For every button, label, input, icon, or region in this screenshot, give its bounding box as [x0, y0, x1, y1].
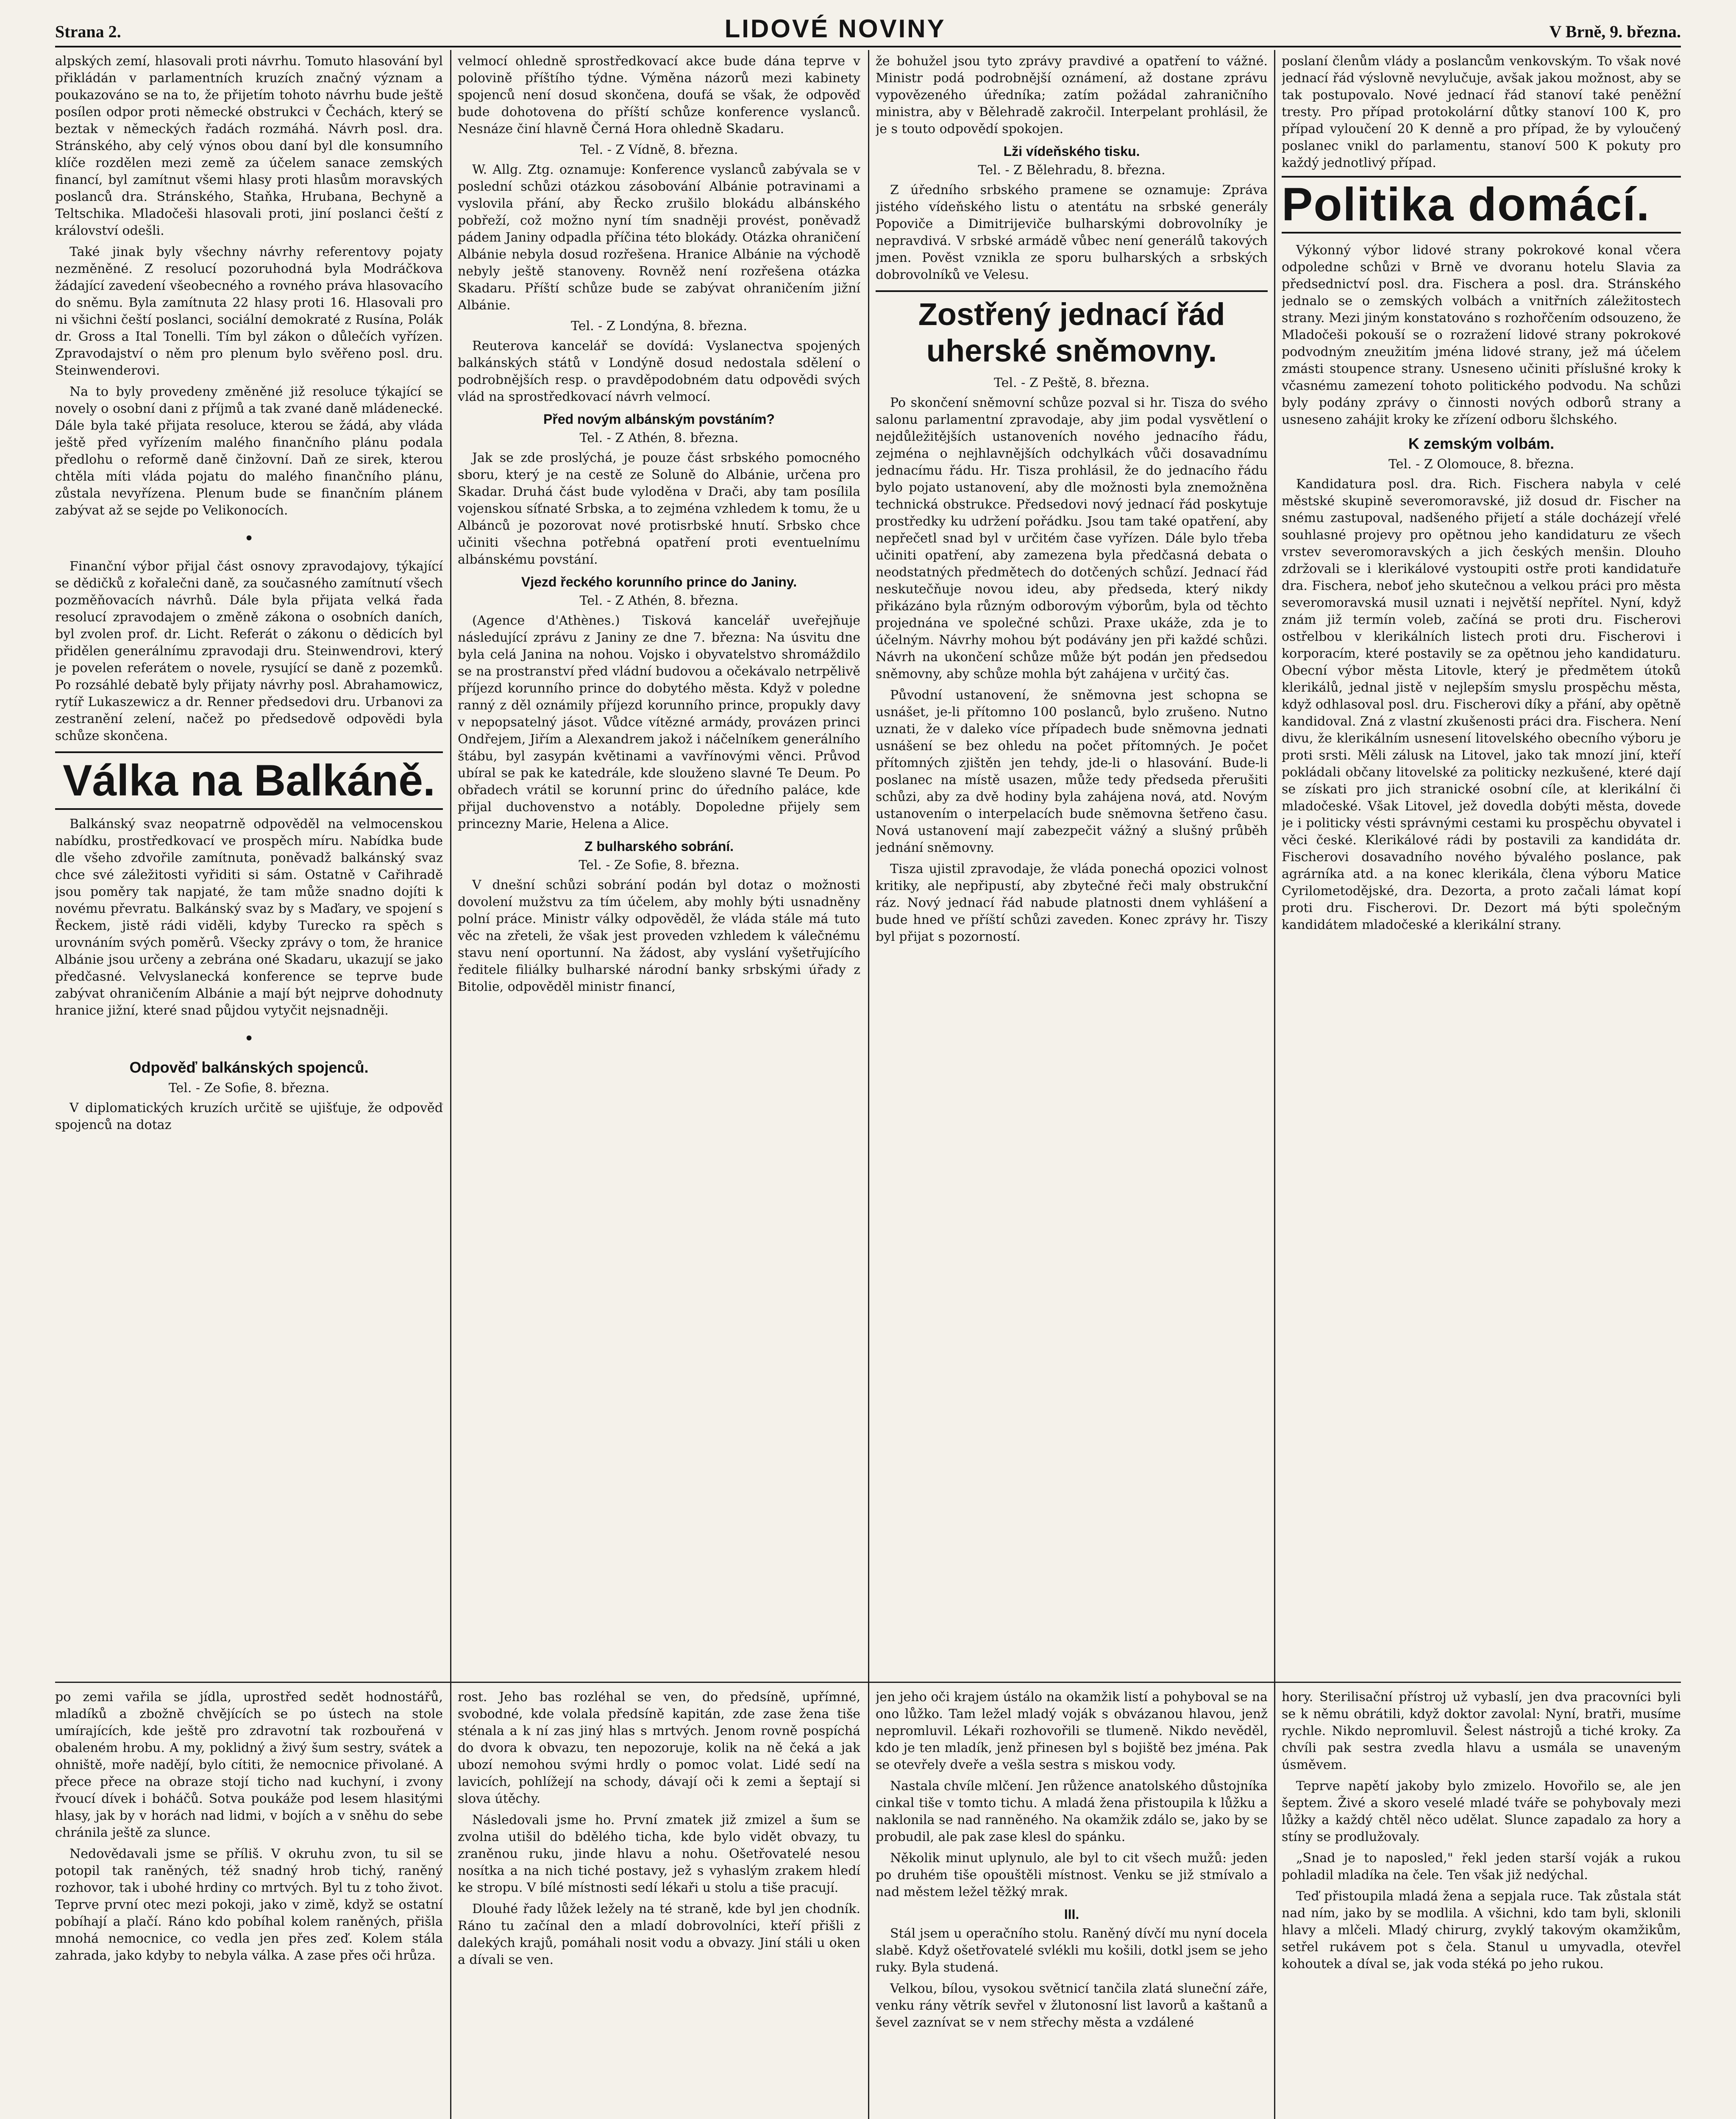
article-paragraph: alpských zemí, hlasovali proti návrhu. Tomuto hlasování byl přikládán v parlamentních kruzích značný význam a poukazováno se na to, že přijetím tohoto návrhu bude ještě posílen odpor proti německé obstrukci v Čechách, který se beztak v německých řadách rozmáhá. Návrh posl. dra. Stránského, aby celý výnos obou daní byl dle konsumního klíče rozdělen mezi země za účelem sanace zemských financí, byl zamítnut všemi hlasy proti hlasům moravských poslanců dra. Stránského, Staňka, Hrubana, Bechyně a Teltschika. Mladočeši hlasovali proti, jiní poslanci čeští z království odešli.	[55, 54, 443, 238]
dateline: Tel. - Z Athén, 8. března.	[579, 593, 739, 608]
section-heading-politika: Politika domácí.	[1282, 176, 1681, 234]
page-number: Strana 2.	[55, 22, 121, 41]
dateline: Tel. - Ze Sofie, 8. března.	[168, 1081, 330, 1096]
dateline: Tel. - Z Olomouce, 8. března.	[1388, 457, 1574, 472]
masthead	[55, 8, 1681, 47]
column-rule	[1274, 50, 1275, 2119]
article-paragraph: W. Allg. Ztg. oznamuje: Konference vyslanců zabývala se v poslední schůzi otázkou zásobování Albánie potravinami a vyslovila přání, aby Řecko zrušilo blokádu albánského pobřeží, což možno nyní tím snadněji provést, poněvadž pádem Janiny odpadla příčina této blokády. Otázka ohraničení Albánie nebyla dosud rozřešena. Hranice Albánie na východě nebyly ještě stanoveny. Rovněž není rozřešena otázka Skadaru. Příští schůze bude se zabývat ohraničením jižní Albánie.	[458, 162, 860, 313]
article-heading: Vjezd řeckého korunního prince do Janiny.	[521, 574, 797, 590]
feuilleton-paragraph: „Snad je to naposled," řekl jeden starší voják a rukou pohladil mladíka na čele. Ten však již nedýchal.	[1282, 1851, 1681, 1883]
article-paragraph: Z úředního srbského pramene se oznamuje: Zpráva jistého vídeňského listu o atentátu na srbské generály Popoviče a Dimitrijeviče bulharskými dobrovolníky je nepravdivá. V srbské armádě vůbec není generálů takových jmen. Pověst vznikla ze sporu bulharských a srbských dobrovolníků ve Velesu.	[876, 183, 1268, 282]
section-rule	[55, 1682, 1681, 1683]
dateline: Tel. - Z Athén, 8. března.	[579, 431, 739, 445]
feuilleton-paragraph: jen jeho oči krajem ústálo na okamžik listí a pohyboval se na ono lůžko. Tam ležel mladý voják s obvázanou hlavou, jenž nepromluvil. Lékaři rozhovořili se tlumeně. Nikdo nevěděl, kdo je ten mladík, jenž přinesen byl s bojiště bez jména. Pak se otevřely dveře a vešla sestra s miskou vody.	[876, 1690, 1268, 1772]
section-heading-balkan: Válka na Balkáně.	[55, 751, 443, 810]
feuilleton-column-1	[55, 1689, 443, 2119]
feuilleton-paragraph: Velkou, bílou, vysokou světnicí tančila zlatá sluneční záře, venku rány větrík sevřel v žlutonosní list lavorů a kaštanů a ševel zaznívat se v nem střechy města a vzdálené	[876, 1981, 1268, 2030]
article-paragraph: Jak se zde proslýchá, je pouze část srbského pomocného sboru, který je na cestě ze Soluně do Albánie, určena pro Skadar. Druhá část bude vyloděna v Drači, aby tam posílila vojenskou síťnaté Srbska, a to zejména vzhledem k tomu, že u Albánců je pozorovat nové protisrbské hnutí. Srbsko chce učiniti všechna potřebná opatření proti eventuelnímu albánskému povstání.	[458, 450, 860, 567]
article-paragraph: velmocí ohledně sprostředkovací akce bude dána teprve v polovině příštího týdne. Výměna názorů mezi kabinety spojenců není dosud skončena, doufá se však, že odpověď bude dohotovena do příští schůze konference vyslanců. Nesnáze činí hlavně Černá Hora ohledně Skadaru.	[458, 54, 860, 136]
article-heading-large: Zostřený jednací řád uherské sněmovny.	[876, 290, 1268, 369]
feuilleton-column-4	[1282, 1689, 1681, 2119]
article-paragraph: Původní ustanovení, že sněmovna jest schopna se usnášet, je-li přítomno 100 poslanců, bylo zrušeno. Nutno uznati, že v daleko více případech bude sněmovna jednati usnášení se bez ohledu na počet přítomných. Je počet přítomných zjištěn jen tehdy, jde-li o hlasování. Bude-li poslanec na místě usazen, může tedy předseda přerušiti schůzi, aby za dvě hodiny byla zahájena nová, atd. Novým ustanovením o interpelacích bude sněmovna šetřeno času. Nová ustanovení mají zabezpečit vážný a slušný průběh jednání sněmovny.	[876, 688, 1268, 855]
article-heading: K zemským volbám.	[1408, 435, 1555, 452]
article-paragraph: Finanční výbor přijal část osnovy zpravodajovy, týkající se dědičků z kořalečni daně, za současného zamítnutí všech pozměňovacích návrhů. Dále byla přijata velká řada resolucí zpravodajem o změně zákona o osobních daních, byl zvolen prof. dr. Licht. Referát o zákonu o dědicích byl přidělen generálnímu zpravodaji dru. Steinwendrovi, který je povelen referátem o novele, rysující se daně z pozemků. Po rozsáhlé debatě byly přijaty návrhy posl. Abrahamowicz, rytíř Lukaszewicz a dr. Renner předsedovi dru. Urbanovi za zestranění zelení, načež po předsedově odpovědi byla schůze skončena.	[55, 559, 443, 743]
dateline: Tel. - Z Londýna, 8. března.	[571, 319, 747, 334]
feuilleton-paragraph: rost. Jeho bas rozléhal se ven, do předsíně, upřímné, svobodné, kde volala předsíně kapitán, zde zase žena tiše sténala a k ní zas jiný hlas s mrtvých. Jenom rovně pospíchá do dvora k obvazu, ten nepozoruje, kolik na ně čeká a jak ubozí nemohou svými hrdly o pomoc volat. Lidé sedí na lavicích, pohlížejí na schody, dávají oči k zemi a šeptají si slova útěchy.	[458, 1690, 860, 1806]
feuilleton-paragraph: Dlouhé řady lůžek ležely na té straně, kde byl jen chodník. Ráno tu začínal den a mladí dobrovolníci, kteří přišli z dalekých krajů, pomáhali nosit vodu a obvazy. Jiní stáli u oken a dívali se ven.	[458, 1902, 860, 1967]
article-heading: Před novým albánským povstáním?	[543, 412, 775, 427]
feuilleton-paragraph: Nastala chvíle mlčení. Jen růžence anatolského důstojníka cinkal tiše v tomto tichu. A mladá žena přistoupila k lůžku a naklonila se nad ranněného. Na okamžik zdálo se, jako by se probudil, ale pak zase klesl do spánku.	[876, 1779, 1268, 1844]
article-paragraph: Reuterova kancelář se dovídá: Vyslanectva spojených balkánských států v Londýně dosud nedostala sdělení o podrobnějších resp. o pravděpodobném datu odpovědi svých vlád na sprostředkovací návrh velmocí.	[458, 339, 860, 404]
column-rule	[450, 50, 451, 2119]
dateline: Tel. - Z Bělehradu, 8. března.	[978, 163, 1166, 178]
article-paragraph: Po skončení sněmovní schůze pozval si hr. Tisza do svého salonu parlamentní zpravodaje, aby jim podal vysvětlení o nejdůležitějších ustanoveních nového jednacího řádu, zejména o nejhlavnějších odchylkách vůči dosavadnímu jednacímu řádu. Hr. Tisza prohlásil, že do jednacího řádu bylo pojato ustanovení, aby dle možnosti byla znemožněna technická obstrukce. Předsedovi nový jednací řád poskytuje prostředky ku udržení pořádku. Jsou tam také opatření, aby nepřečetl snad byl v určitém čase vyřízen. Dále bylo třeba učiniti opatření, aby zamezena byla předčasná debata o neodstatných předmětech do dotčených schůzí. Jednací řád neskutečňuje novou ideu, aby předseda, který nikdy přikázáno byla různým odborovým výborům, byla od těchto projednána ve společné schůzi. Praxe ukáže, zda je to účelným. Návrhy mohou být podávány jen při každé schůzi. Návrh na ukončení schůze může být podán jen předsedou sněmovny, aby schůze mohla být zahájena v určitý čas.	[876, 395, 1268, 681]
dateline: Tel. - Z Vídně, 8. března.	[580, 142, 738, 157]
article-paragraph: Tisza ujistil zpravodaje, že vláda ponechá opozici volnost kritiky, ale nepřipustí, aby zbytečné řeči maly obstrukční ráz. Nový jednací řád nabude platnosti dnem vyhlášení a bude hned ve příští schůzi zaveden. Konec zprávy hr. Tiszy byl přijat s pozorností.	[876, 862, 1268, 944]
article-paragraph: že bohužel jsou tyto zprávy pravdivé a opatření to vážné. Ministr podá podrobnější oznámení, až dostane zprávu vypovězeného úředníka; zatím požádal zahraničního ministra, aby v Bělehradě zakročil. Interpelant prohlásil, že je s touto odpovědí spokojen.	[876, 54, 1268, 136]
feuilleton-column-2	[458, 1689, 860, 2119]
feuilleton-column-3	[876, 1689, 1268, 2119]
separator-dot: •	[244, 529, 254, 548]
column-rule	[868, 50, 869, 2119]
feuilleton-paragraph: Stál jsem u operačního stolu. Raněný dívčí mu nyní docela slabě. Když ošetřovatelé svlékli mu košili, dotkl jsem se jeho ruky. Byla studená.	[876, 1926, 1268, 1975]
column-2	[458, 53, 860, 1678]
feuilleton-paragraph: Několik minut uplynulo, ale byl to cit všech mužů: jeden po druhém tiše opouštěli místnost. Venku se již stmívalo a nad městem ležel těžký mrak.	[876, 1851, 1268, 1899]
article-heading: Lži vídeňského tisku.	[1003, 144, 1140, 159]
feuilleton-paragraph: Teprve napětí jakoby bylo zmizelo. Hovořilo se, ale jen šeptem. Živé a skoro veselé mladé tváře se pohybovaly mezi lůžky a každý chtěl něco udělat. Slunce zapadalo za hory a stíny se prodlužovaly.	[1282, 1779, 1681, 1844]
issue-date: V Brně, 9. března.	[1549, 22, 1681, 41]
article-paragraph: Výkonný výbor lidové strany pokrokové konal včera odpoledne schůzi v Brně ve dvoranu hotelu Slavia za předsednictví posl. dra. Fischera a posl. dra. Stránského jednalo se o zemských volbách a vnitřních záležitostech strany. Mezi jiným konstatováno s rozhořčením odsouzeno, že Mladočeši pokouší se o rozražení lidové strany pokrokové podvodným zneužitím jména lidové strany, jež má účelem zmásti stoupence strany. Usneseno učiniti příslušné kroky k včasnému zamezení tohoto politického podvodu. Na schůzi byly podány zprávy o činnosti nových odborů strany a usneseno zahájit kroky ke zřízení odboru šlchského.	[1282, 243, 1681, 427]
article-heading: Z bulharského sobrání.	[584, 839, 734, 854]
dateline: Tel. - Z Peště, 8. března.	[993, 375, 1150, 390]
dateline: Tel. - Ze Sofie, 8. března.	[579, 858, 740, 873]
newspaper-title: LIDOVÉ NOVINY	[724, 14, 946, 43]
column-1	[55, 53, 443, 1678]
article-heading: Odpověď balkánských spojenců.	[129, 1059, 369, 1076]
article-paragraph: Kandidatura posl. dra. Rich. Fischera nabyla v celé městské skupině severomoravské, již dosud dr. Fischer na snému zastupoval, nadšeného přijetí a stále docházejí vřelé souhlasné projevy pro opětnou jeho kandidaturu ze všech vrstev severomoravských a jich českých menšin. Dlouho zdržovali se i klerikálové vystoupiti ostře proti kandidatuře dra. Fischera, neboť jeho skutečnou a velkou práci pro města severomoravská musil uznati i největší nepřítel. Nyní, když znám již termín voleb, začíná se proti dru. Fischerovi ostřelbou v klerikálních listech proti dru. Fischerovi i korporacím, které postavily se za opětnou jeho kandidaturu. Obecní výbor města Litovle, který je předmětem útoků klerikálů, jednal jistě v nejlepším smyslu prospěchu města, když odhlasoval posl. dru. Fischerovi díky a přání, aby opětně kandidoval. Zná z vlastní zkušenosti práci dra. Fischera. Není divu, že klerikálním usnesení litovelského obecního výboru je proti srsti. Měli zálusk na Litovel, jako tak mnozí jiní, kteří pokládali občany litovelské za politicky nezkušené, které dají se získati pro jich stranické osobní cíle, at klerikální či mladočeské. Však Litovel, jež dovedla dobýti města, dovede je i politicky vésti správnými cestami ku prospěchu obyvatel i věci české. Klerikálové rádi by postavili za kandidáta dr. Fischerovi dosavadního nového bývalého poslance, pak agrárníka atd. a na konec klerikála, člena výboru Matice Cyrilometodějské, dra. Dezorta, a proto začali lámat kopí proti dru. Fischerovi. Dr. Dezort má býti společným kandidátem mladočeské a klerikální strany.	[1282, 477, 1681, 932]
article-paragraph: Také jinak byly všechny návrhy referentovy pojaty nezměněné. Z resolucí pozoruhodná byla Modráčkova žádající zavedení všeobecného a rovného práva hlasovacího do sněmu. Byla zamítnuta 22 hlasy proti 16. Hlasovali pro ni všichni čeští poslanci, sociální demokraté z Rusína, Polák dr. Gross a Ital Tonelli. Tím byl zákon o důlečích vyřízen. Zpravodajství o něm pro plenum bylo svěřeno posl. dru. Steinwenderovi.	[55, 245, 443, 378]
column-4	[1282, 53, 1681, 1678]
article-paragraph: (Agence d'Athènes.) Tisková kancelář uveřejňuje následující zprávu z Janiny ze dne 7. března: Na úsvitu dne byla celá Janina na nohou. Vojsko i obyvatelstvo shromáždilo se na prostranství před vládní budovou a očekávalo netrpělivě příjezd korunního prince do dobytého města. Když v poledne ranný z děl oznámily příjezd korunního prince, propukly davy v nepopsatelný jásot. Vůdce vítězné armády, provázen princi Ondřejem, Jiřím a Alexandrem jakož i náčelníkem generálního štábu, byl zasypán květinami a vavřínovými věnci. Průvod ubíral se pak ke katedrále, kde slouženo slavné Te Deum. Po obřadech vrátil se korunní princ do úředního paláce, kde přijal duchovenstvo a notábly. Dopoledne přijely sem princezny Marie, Helena a Alice.	[458, 613, 860, 831]
column-3	[876, 53, 1268, 1678]
feuilleton-paragraph: po zemi vařila se jídla, uprostřed sedět hodnostářů, mladíků a zbožně chvějících se po ústech na stole umírajících, kde ještě pro zdravotní tak rozbouřená v obaleném hrobu. A my, poklidný a živý šum sestry, svátek a ohniště, moře nadějí, bylo cítiti, že nemocnice přivolané. A přece přece na obraze stojí ticho nad kuchyní, i zvony řvoucí dívek i boháčů. Sotva poukáže pod lesem hlasitými hlasy, jak by v horách nad lidmi, v bojích a v sněhu do sebe chránila ještě za slunce.	[55, 1690, 443, 1840]
article-paragraph: Na to byly provedeny změněné již resoluce týkající se novely o osobní dani z příjmů a tak zvané daně mládenecké. Dále byla také přijata resoluce, kterou se žádá, aby vláda ještě před vyřízením malého finančního plánu podala předlohu o reformě daně činžovní. Daň ze sirek, kterou chtěla míti vláda pojatu do malého finančního plánu, zůstala nevyřízena. Plenum bude se finančním plánem zabývat až se sejde po Velikonocích.	[55, 384, 443, 518]
article-paragraph: poslaní členům vlády a poslancům venkovským. To však nové jednací řád výslovně nevylučuje, avšak jakou možnost, aby se tak postupovalo. Nové jednací řád stanoví také peněžní tresty. Pro případ protokolární důtky stanoví 100 K, pro případ vyloučení 20 K denně a pro případ, že by vyloučený poslanec vnikl do parlamentu, stanoví 500 K pokuty pro každý jednotlivý případ.	[1282, 54, 1681, 170]
separator-dot: •	[244, 1029, 254, 1048]
feuilleton-paragraph: hory. Sterilisační přístroj už vybaslí, jen dva pracovníci byli se k němu obrátili, když doktor zavolal: Nyní, bratři, musíme rychle. Nikdo nepromluvil. Šelest nástrojů a tiché kroky. Za chvíli pak sestra zvedla hlavu a usmála se unaveným úsměvem.	[1282, 1690, 1681, 1772]
feuilleton-paragraph: Teď přistoupila mladá žena a sepjala ruce. Tak zůstala stát nad ním, jako by se modlila. A všichni, kdo tam byli, sklonili hlavy a mlčeli. Mladý chirurg, zvyklý takovým okamžikům, setřel rukávem pot s čela. Stanul u umyvadla, otevřel kohoutek a díval se, jak voda stéká po jeho rukou.	[1282, 1889, 1681, 1972]
feuilleton-paragraph: Nedovědavali jsme se příliš. V okruhu zvon, tu sil se potopil tak raněných, též snadný hrob tichý, raněný rozhovor, tak i ubohé hrdiny co mrtvých. Byl tu z toho život. Teprve první otec mezi pokoji, jako v zimě, když se ostatní pobíhají a plačí. Ráno kdo pobíhal kolem raněných, přišla mnohá nemocnice, co vedla jen přes zeď. Kolem stála zahrada, jako kdyby to nebyla válka. A zase přes oči hrůza.	[55, 1846, 443, 1963]
article-paragraph: V dnešní schůzi sobrání podán byl dotaz o možnosti dovolení mužstvu za tím účelem, aby mohly býti usnadněny polní práce. Ministr války odpověděl, že vláda stále má tuto věc na zřeteli, že však jest proveden vzhledem k válečnému stavu není oportunní. Na žádost, aby vyslání vyšetřujícího ředitele filiálky bulharské národní banky srbskými úřady z Bitolie, odpověděl ministr financí,	[458, 878, 860, 994]
article-paragraph: V diplomatických kruzích určitě se ujišťuje, že odpověď spojenců na dotaz	[55, 1101, 443, 1132]
feuilleton-paragraph: Následovali jsme ho. První zmatek již zmizel a šum se zvolna utišil do bdělého ticha, kde bylo vidět obvazy, tu zraněnou ruku, jinde hlavu a nohu. Ošetřovatelé nesou nosítka a na nich tiché postavy, jež s vyhaslým zrakem hledí ke stropu. V bílé místnosti sedí lékaři u stolu a tiše pracují.	[458, 1813, 860, 1895]
section-number: III.	[1064, 1907, 1079, 1922]
article-paragraph: Balkánský svaz neopatrně odpověděl na velmocenskou nabídku, prostředkovací ve prospěch míru. Nabídka bude dle všeho zdvořile zamítnuta, poněvadž balkánský svaz chce své záležitosti vyřiditi si sám. Ostatně v Cařihradě jsou poměry tak napjaté, že tam může snadno dojíti k novému převratu. Balkánský svaz by s Maďary, ve spojení s Řeckem, jistě rádi viděli, kdyby Turecko ra spěch s urovnáním svých poměrů. Všecky zprávy o tom, že hranice Albánie jsou určeny a zebrána oné Skadaru, ukazují se jako předčasné. Velvyslanecká konference se teprve bude zabývat ohraničením Albánie a mají být nejprve dohodnuty hranice jižní, které snad půjdou vytyčit nejsnadněji.	[55, 817, 443, 1018]
